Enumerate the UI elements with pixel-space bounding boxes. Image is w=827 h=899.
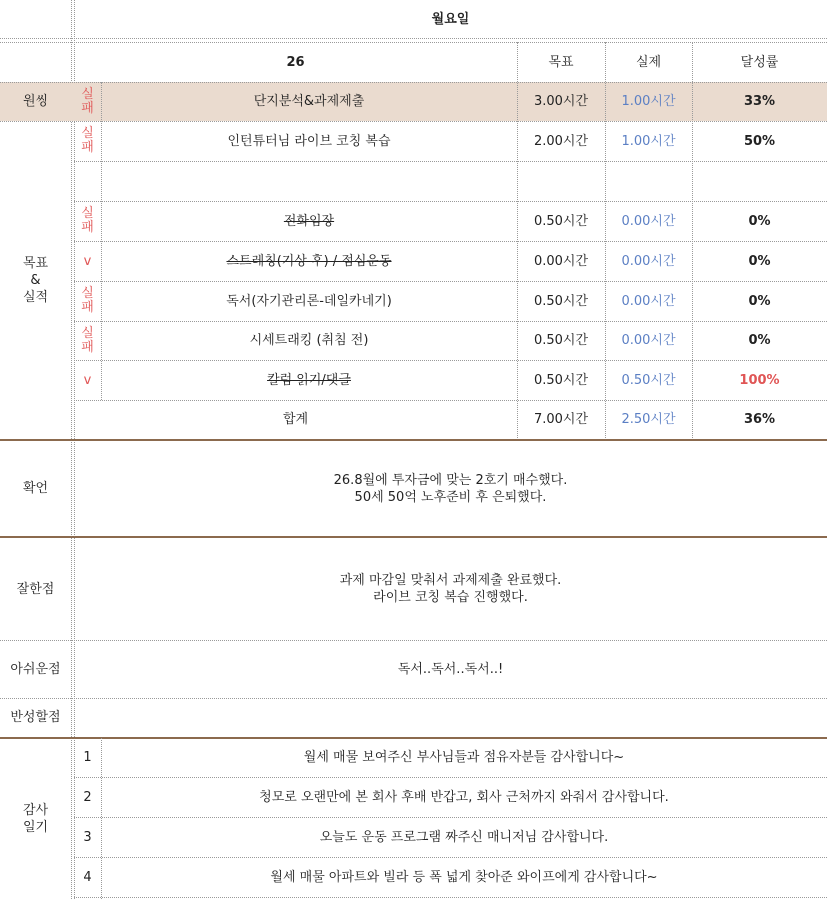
goal-status [74, 321, 101, 360]
goal-status [74, 121, 101, 161]
actual-hours: 0.00시간 [621, 213, 676, 229]
one-thing-rate: 33% [743, 94, 776, 109]
reflect-label: 반성할점 [10, 710, 61, 725]
affirmation-label: 확언 [22, 481, 49, 496]
achievement-rate: 0% [748, 293, 771, 309]
goal-header: 목표 [548, 54, 574, 70]
goal-task: 스트레칭(기상 후) / 점심운동 [226, 253, 392, 269]
day-title: 월요일 [431, 11, 470, 27]
goal-hours: 2.00시간 [533, 133, 589, 149]
one-thing-label: 원씽 [22, 94, 49, 109]
achievement-rate: 100% [739, 372, 780, 388]
goal-hours: 0.50시간 [533, 372, 589, 388]
goal-status: v [83, 253, 92, 269]
actual-hours: 0.00시간 [621, 293, 676, 309]
good-line: 라이브 코칭 복습 진행했다. [373, 590, 528, 605]
total-goal: 7.00시간 [533, 412, 589, 427]
gratitude-number: 2 [83, 789, 92, 805]
status-text: 실패 [81, 86, 94, 116]
actual-hours: 1.00시간 [621, 133, 676, 149]
actual-header: 실제 [635, 54, 662, 70]
status-text: 실패 [81, 286, 94, 315]
total-rate: 36% [743, 412, 776, 427]
total-label: 합계 [282, 412, 309, 427]
goal-task [101, 161, 517, 201]
affirmation-text [74, 441, 827, 536]
gratitude-label [0, 739, 71, 899]
good-line: 과제 마감일 맞춰서 과제제출 완료했다. [339, 573, 562, 588]
actual-hours: 0.50시간 [621, 372, 676, 388]
status-text: 실패 [81, 126, 94, 155]
total-actual: 2.50시간 [621, 412, 676, 427]
goal-hours: 0.50시간 [533, 333, 589, 348]
one-thing-goal: 3.00시간 [533, 94, 589, 109]
regret-label: 아쉬운점 [10, 661, 61, 677]
goals-label-line: & [30, 272, 41, 288]
goal-task: 전화임장 [283, 213, 335, 229]
gratitude-text: 오늘도 운동 프로그램 짜주신 매니저님 감사합니다. [319, 829, 609, 845]
one-thing-status [74, 82, 101, 121]
gratitude-label-line: 일기 [22, 820, 49, 835]
date-header: 26 [286, 54, 305, 70]
goal-hours: 0.50시간 [533, 213, 589, 229]
achievement-rate: 0% [748, 253, 771, 269]
goal-status [74, 201, 101, 241]
good-label: 잘한점 [16, 581, 55, 597]
actual-hours: 0.00시간 [621, 253, 676, 269]
status-text: 실패 [81, 325, 94, 355]
gratitude-text: 월세 매물 아파트와 빌라 등 폭 넓게 찾아준 와이프에게 감사합니다~ [270, 869, 658, 885]
gratitude-label-line: 감사 [22, 803, 49, 818]
gratitude-text: 월세 매물 보여주신 부사님들과 점유자분들 감사합니다~ [303, 750, 625, 765]
goal-task: 시세트래킹 (취침 전) [249, 333, 369, 348]
one-thing-actual: 1.00시간 [621, 94, 676, 109]
achievement-rate: 50% [743, 133, 776, 149]
gratitude-text: 청모로 오랜만에 본 회사 후배 반갑고, 회사 근처까지 와줘서 감사합니다. [259, 789, 669, 805]
goal-hours: 0.50시간 [533, 293, 589, 309]
goal-task: 칼럼 읽기/댓글 [267, 372, 351, 388]
gratitude-number: 1 [83, 750, 92, 765]
affirmation-line: 26.8월에 투자금에 맞는 2호기 매수했다. [333, 472, 568, 488]
achievement-rate: 0% [748, 333, 771, 348]
goals-label [0, 121, 71, 439]
achievement-rate: 0% [748, 213, 771, 229]
reflect-text [74, 698, 827, 737]
goal-task: 인턴튜터님 라이브 코칭 복습 [227, 133, 391, 149]
goal-status: v [83, 372, 92, 388]
gratitude-number: 4 [83, 869, 92, 885]
regret-text: 독서..독서..독서..! [397, 661, 504, 677]
actual-hours: 0.00시간 [621, 333, 676, 348]
goal-status [74, 281, 101, 321]
goals-label-line: 목표 [22, 255, 49, 271]
goals-label-line: 실적 [22, 289, 49, 305]
affirmation-line: 50세 50억 노후준비 후 은퇴했다. [354, 489, 547, 505]
gratitude-number: 3 [83, 829, 92, 845]
good-text [74, 538, 827, 640]
status-text: 실패 [81, 206, 94, 235]
one-thing-task: 단지분석&과제제출 [253, 94, 365, 109]
goal-hours: 0.00시간 [533, 253, 589, 269]
goal-task: 독서(자기관리론-데일카네기) [226, 293, 392, 309]
rate-header: 달성률 [740, 54, 779, 70]
